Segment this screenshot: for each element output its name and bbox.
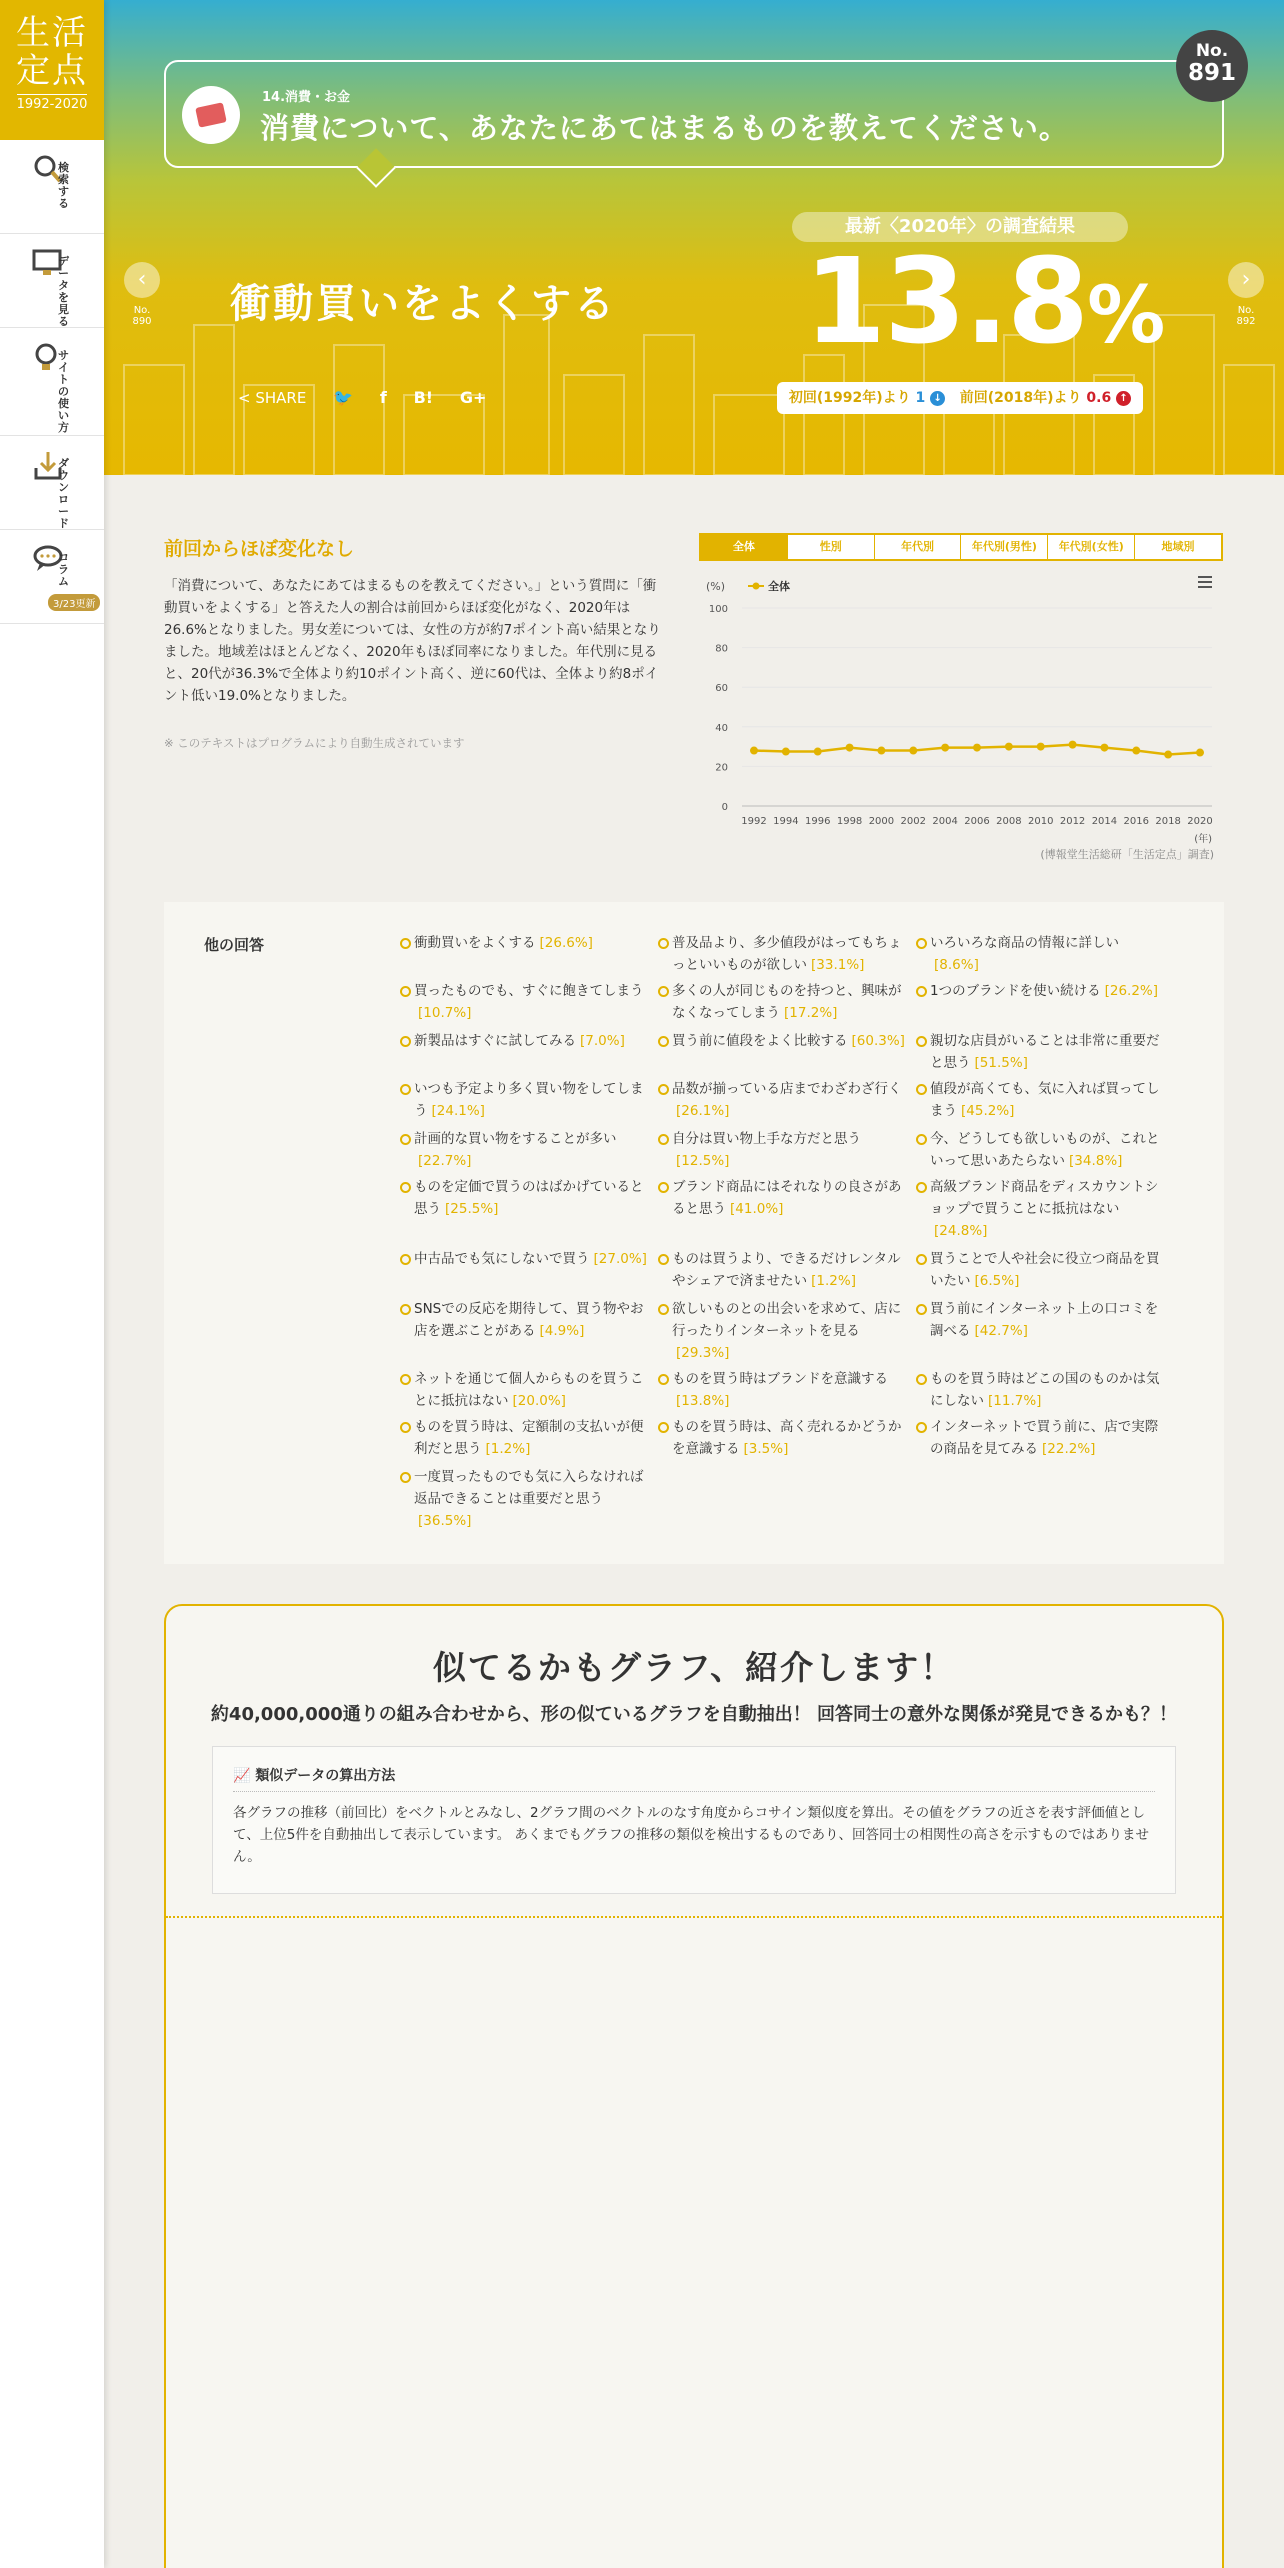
twitter-icon[interactable]: 🐦 <box>333 388 354 407</box>
tab-gender[interactable]: 性別 <box>788 535 875 559</box>
sidebar-item-column[interactable] <box>0 530 104 624</box>
answer-label: いつも予定より多く買い物をしてしまう <box>414 1081 644 1119</box>
data-point <box>877 747 885 755</box>
list-item[interactable] <box>916 1416 1166 1460</box>
calc-method-body: 各グラフの推移（前回比）をベクトルとみなし、2グラフ間のベクトルのなす角度からコサイン類似度を算出。その値をグラフの近さを表す評価値として、上位5件を自動抽出して表示しています。 あくまでもグラフの推移の類似を検出するものであり、回答同士の相関性の高さを示すものではありません。 <box>233 1805 1150 1865</box>
answer-label: 品数が揃っている店までわざわざ行く <box>672 1081 902 1097</box>
list-item[interactable] <box>400 1128 650 1172</box>
list-item[interactable] <box>400 1078 650 1122</box>
prev-question-label: No. 890 <box>132 305 152 327</box>
question-bubble <box>164 60 1224 168</box>
list-item[interactable] <box>658 932 908 976</box>
x-axis-unit: (年) <box>1194 834 1212 845</box>
answer-label: 多くの人が同じものを持つと、興味がなくなってしまう <box>672 983 902 1021</box>
x-tick-label: 2008 <box>996 816 1022 827</box>
x-tick-label: 2020 <box>1187 816 1213 827</box>
question-number-label: No. <box>1195 41 1229 61</box>
tab-all[interactable]: 全体 <box>701 535 788 559</box>
googleplus-icon[interactable]: G+ <box>459 388 487 407</box>
site-logo[interactable] <box>0 0 104 140</box>
y-tick-label: 0 <box>721 802 728 813</box>
menu-icon <box>1198 581 1212 583</box>
answer-percent: [17.2%] <box>784 1005 838 1021</box>
answer-percent: [22.7%] <box>418 1153 472 1169</box>
answer-label: 買うことで人や社会に役立つ商品を買いたい <box>930 1251 1160 1289</box>
answer-percent: [13.8%] <box>676 1393 730 1409</box>
answer-percent: [26.1%] <box>676 1103 730 1119</box>
menu-icon <box>1198 586 1212 588</box>
answer-percent: [22.2%] <box>1042 1441 1096 1457</box>
answer-percent: [4.9%] <box>539 1323 585 1339</box>
data-point <box>814 748 822 756</box>
list-item[interactable] <box>916 1030 1166 1074</box>
answer-label: いろいろな商品の情報に詳しい <box>930 935 1119 951</box>
data-point <box>846 744 854 752</box>
latest-result-label: 最新〈2020年〉の調査結果 <box>792 212 1128 242</box>
list-item[interactable] <box>916 1248 1166 1292</box>
compare-prev-label: 前回(2018年)より <box>959 390 1082 406</box>
hatena-icon[interactable]: B! <box>413 388 434 407</box>
answer-percent: [20.0%] <box>512 1393 566 1409</box>
data-point <box>750 747 758 755</box>
answer-label: 自分は買い物上手な方だと思う <box>672 1131 861 1147</box>
summary-body: 「消費について、あなたにあてはまるものを教えてください。」という質問に「衝動買いをよくする」と答えた人の割合は前回からほぼ変化がなく、2020年は26.6%となりました。男女差については、女性の方が約7ポイント高い結果となりました。地域差はほとんどなく、2020年もほぼ同率になりました。年代別に見ると、20代が36.3%で全体より約10ポイント高く、逆に60代は、全体より約8ポイント低い19.0%となりました。 <box>164 578 661 704</box>
summary-section <box>164 534 664 751</box>
answer-label: 衝動買いをよくする <box>414 935 536 951</box>
next-question-button[interactable] <box>1228 262 1264 298</box>
data-point <box>1196 749 1204 757</box>
x-tick-label: 1992 <box>741 816 767 827</box>
question-number: 891 <box>1187 60 1236 86</box>
data-point <box>1037 743 1045 751</box>
answer-percent: [27.0%] <box>593 1251 647 1267</box>
chart-source: (博報堂生活総研「生活定点」調査) <box>1040 848 1214 861</box>
wallet-icon <box>182 86 240 144</box>
similar-subtitle: 約40,000,000通りの組み合わせから、形の似ているグラフを自動抽出！ 回答同士の意外な関係が発見できるかも？！ <box>210 1704 1178 1725</box>
chevron-left-icon: ‹ <box>137 267 147 292</box>
answer-label: 値段が高くても、気に入れば買ってしまう <box>930 1081 1160 1119</box>
next-question-label: No. 892 <box>1236 305 1256 327</box>
list-item[interactable] <box>400 1368 650 1412</box>
list-item[interactable] <box>658 1416 908 1460</box>
x-tick-label: 2016 <box>1123 816 1150 827</box>
x-tick-label: 2002 <box>900 816 927 827</box>
answer-label: ものを買う時は、定額制の支払いが便利だと思う <box>414 1419 644 1457</box>
answer-percent: [1.2%] <box>811 1273 856 1289</box>
x-tick-label: 2014 <box>1091 816 1118 827</box>
menu-icon <box>1198 576 1212 578</box>
y-tick-label: 40 <box>715 722 728 734</box>
sidebar-item-label: 検索する <box>58 161 69 210</box>
list-item[interactable] <box>658 1078 908 1122</box>
answer-label: 新製品はすぐに試してみる <box>414 1033 576 1049</box>
answer-percent: [10.7%] <box>418 1005 472 1021</box>
list-item[interactable] <box>916 1298 1166 1342</box>
answer-percent: [7.0%] <box>580 1033 625 1049</box>
data-point <box>1069 741 1077 749</box>
list-item[interactable] <box>916 932 1166 976</box>
similar-graph-section <box>164 1604 1224 2568</box>
answer-label: ものを買う時はどこの国のものかは気にしない <box>930 1371 1160 1409</box>
answer-percent: [11.7%] <box>988 1393 1042 1409</box>
list-item[interactable] <box>400 1248 650 1270</box>
answer-label: 一度買ったものでも気に入らなければ返品できることは重要だと思う <box>414 1469 644 1507</box>
x-tick-label: 2010 <box>1027 816 1054 827</box>
answer-label: SNSでの反応を期待して、買う物やお店を選ぶことがある <box>414 1301 644 1339</box>
auto-generated-note: ※ このテキストはプログラムにより自動生成されています <box>164 736 465 750</box>
chart-line-icon: 📈 <box>233 1768 251 1784</box>
answer-percent: [25.5%] <box>445 1201 499 1217</box>
tab-age-female[interactable]: 年代別(女性) <box>1048 535 1135 559</box>
answer-label: 買う前にインターネット上の口コミを調べる <box>930 1301 1159 1339</box>
answer-label: 買ったものでも、すぐに飽きてしまう <box>414 983 644 999</box>
data-point <box>782 748 790 756</box>
answer-label: 計画的な買い物をすることが多い <box>414 1131 617 1147</box>
divider <box>166 1916 1222 1918</box>
hero-section <box>104 0 1284 475</box>
answer-label: 親切な店員がいることは非常に重要だと思う <box>930 1033 1160 1071</box>
y-tick-label: 60 <box>715 683 728 695</box>
answer-label: ものを買う時はブランドを意識する <box>672 1371 888 1387</box>
list-item[interactable] <box>916 1176 1166 1242</box>
logo-kanji: 生活定点 <box>16 13 88 91</box>
list-item[interactable] <box>658 1176 908 1220</box>
answer-label: ブランド商品にはそれなりの良さがあると思う <box>672 1179 902 1217</box>
x-tick-label: 2004 <box>932 816 958 827</box>
x-tick-label: 2018 <box>1155 816 1181 827</box>
answer-label: 今、どうしても欲しいものが、これといって思いあたらない <box>930 1131 1160 1169</box>
answer-percent: [34.8%] <box>1069 1153 1123 1169</box>
data-point <box>909 747 917 755</box>
list-item[interactable] <box>400 1416 650 1460</box>
comparison-box <box>777 382 1143 414</box>
answer-percent: [42.7%] <box>974 1323 1028 1339</box>
data-point <box>1005 743 1013 751</box>
answer-percent: [6.5%] <box>974 1273 1020 1289</box>
sidebar-item-label: コラム <box>58 551 69 588</box>
calc-method-box <box>212 1746 1176 1894</box>
line-chart <box>700 570 1224 870</box>
logo-years: 1992-2020 <box>17 94 88 112</box>
data-point <box>941 744 949 752</box>
data-point <box>1132 747 1140 755</box>
answer-label: インターネットで買う前に、店で実際の商品を見てみる <box>930 1419 1159 1457</box>
answer-label: 中古品でも気にしないで買う <box>414 1251 590 1267</box>
x-tick-label: 1998 <box>836 816 863 827</box>
answer-label: ものは買うより、できるだけレンタルやシェアで済ませたい <box>672 1251 901 1289</box>
calc-method-title: 📈 類似データの算出方法 <box>233 1765 1155 1792</box>
answer-label: 高級ブランド商品をディスカウントショップで買うことに抵抗はない <box>930 1179 1159 1217</box>
compare-prev-value: 0.6 <box>1086 390 1112 406</box>
answer-percent: [1.2%] <box>485 1441 531 1457</box>
list-item[interactable] <box>400 980 650 1024</box>
summary-heading: 前回からほぼ変化なし <box>164 538 355 560</box>
list-item[interactable] <box>400 1298 650 1342</box>
sidebar-item-search[interactable] <box>0 140 104 234</box>
list-item[interactable] <box>916 1368 1166 1412</box>
other-answers-title: 他の回答 <box>204 936 265 954</box>
tab-region[interactable]: 地域別 <box>1161 540 1195 553</box>
y-tick-label: 80 <box>715 643 728 655</box>
answer-percent: [26.2%] <box>1104 983 1159 999</box>
answer-percent: [45.2%] <box>961 1103 1015 1119</box>
answer-percent: [3.5%] <box>743 1441 789 1457</box>
answer-percent: [12.5%] <box>676 1153 730 1169</box>
sidebar-item-label: データを見る <box>58 255 69 328</box>
list-item[interactable] <box>658 1248 908 1292</box>
sidebar-item-download[interactable] <box>0 436 104 530</box>
answer-label: ものを定価で買うのはばかげていると思う <box>414 1179 644 1217</box>
compare-first-value: 1 <box>915 390 926 406</box>
sidebar-item-label: サイトの使い方 <box>58 349 69 434</box>
question-number-badge <box>1176 30 1248 102</box>
compare-first-label: 初回(1992年)より <box>788 390 911 406</box>
answer-label: 普及品より、多少値段がはってもちょっといいものが欲しい <box>672 935 902 973</box>
share-bar <box>238 388 486 407</box>
x-tick-label: 1994 <box>773 816 799 827</box>
x-tick-label: 2006 <box>964 816 990 827</box>
data-point <box>973 744 981 752</box>
answer-percent: [8.6%] <box>934 957 979 973</box>
list-item[interactable] <box>658 1298 908 1364</box>
arrow-down-icon: ↓ <box>930 391 945 406</box>
answer-percent: [26.6%] <box>539 935 593 951</box>
answer-percent: [41.0%] <box>730 1201 784 1217</box>
list-item[interactable] <box>400 1466 650 1532</box>
sidebar-item-howto[interactable] <box>0 328 104 436</box>
list-item[interactable] <box>658 1368 908 1412</box>
answer-label: 買う前に値段をよく比較する <box>672 1033 848 1049</box>
chevron-right-icon: › <box>1241 267 1251 292</box>
answer-label: 欲しいものとの出会いを求めて、店に行ったりインターネットを見る <box>672 1301 902 1339</box>
answer-percent: [24.1%] <box>431 1103 485 1119</box>
data-point <box>1164 751 1172 759</box>
sidebar-item-data[interactable] <box>0 234 104 328</box>
legend-marker <box>753 583 760 590</box>
sidebar-item-label: ダウンロード <box>58 457 69 530</box>
question-text: 消費について、あなたにあてはまるものを教えてください。 <box>260 111 1069 145</box>
answer-percent: [60.3%] <box>851 1033 905 1049</box>
sidebar <box>0 0 104 2568</box>
answer-percent: [24.8%] <box>934 1223 988 1239</box>
update-badge: 3/23更新 <box>48 594 100 611</box>
answer-label: ネットを通じて個人からものを買うことに抵抗はない <box>414 1371 644 1409</box>
latest-result-value: 13.8% <box>804 232 1164 370</box>
list-item[interactable] <box>658 1128 908 1172</box>
list-item[interactable] <box>916 1128 1166 1172</box>
list-item[interactable] <box>400 1176 650 1220</box>
answer-percent: [51.5%] <box>974 1055 1028 1071</box>
share-label: SHARE <box>255 389 307 407</box>
data-point <box>1100 744 1108 752</box>
y-axis-label: (%) <box>706 580 726 593</box>
question-category: 14.消費・お金 <box>262 90 351 105</box>
list-item[interactable] <box>400 932 650 954</box>
answer-label: 1つのブランドを使い続ける <box>930 983 1101 999</box>
list-item[interactable] <box>916 980 1166 1002</box>
share-icon: < <box>238 389 251 407</box>
prev-question-button[interactable] <box>124 262 160 298</box>
answer-percent: [33.1%] <box>811 957 865 973</box>
similar-title: 似てるかもグラフ、紹介します！ <box>432 1648 956 1687</box>
facebook-icon[interactable]: f <box>379 388 387 407</box>
tab-age[interactable]: 年代別 <box>875 535 962 559</box>
x-tick-label: 2012 <box>1059 816 1086 827</box>
chart-tabs <box>699 533 1223 561</box>
x-tick-label: 2000 <box>868 816 895 827</box>
x-tick-label: 1996 <box>804 816 831 827</box>
answer-title: 衝動買いをよくする <box>230 281 617 327</box>
legend-label: 全体 <box>768 580 790 593</box>
arrow-up-icon: ↑ <box>1116 391 1131 406</box>
list-item[interactable] <box>916 1078 1166 1122</box>
list-item[interactable] <box>658 1030 908 1052</box>
y-tick-label: 100 <box>708 604 728 615</box>
answer-percent: [29.3%] <box>676 1345 730 1361</box>
answer-percent: [36.5%] <box>418 1513 472 1529</box>
other-answers-section <box>164 902 1224 1564</box>
answer-label: ものを買う時は、高く売れるかどうかを意識する <box>672 1419 902 1457</box>
tab-age-male[interactable]: 年代別(男性) <box>961 535 1048 559</box>
list-item[interactable] <box>400 1030 650 1052</box>
y-tick-label: 20 <box>715 762 728 774</box>
list-item[interactable] <box>658 980 908 1024</box>
